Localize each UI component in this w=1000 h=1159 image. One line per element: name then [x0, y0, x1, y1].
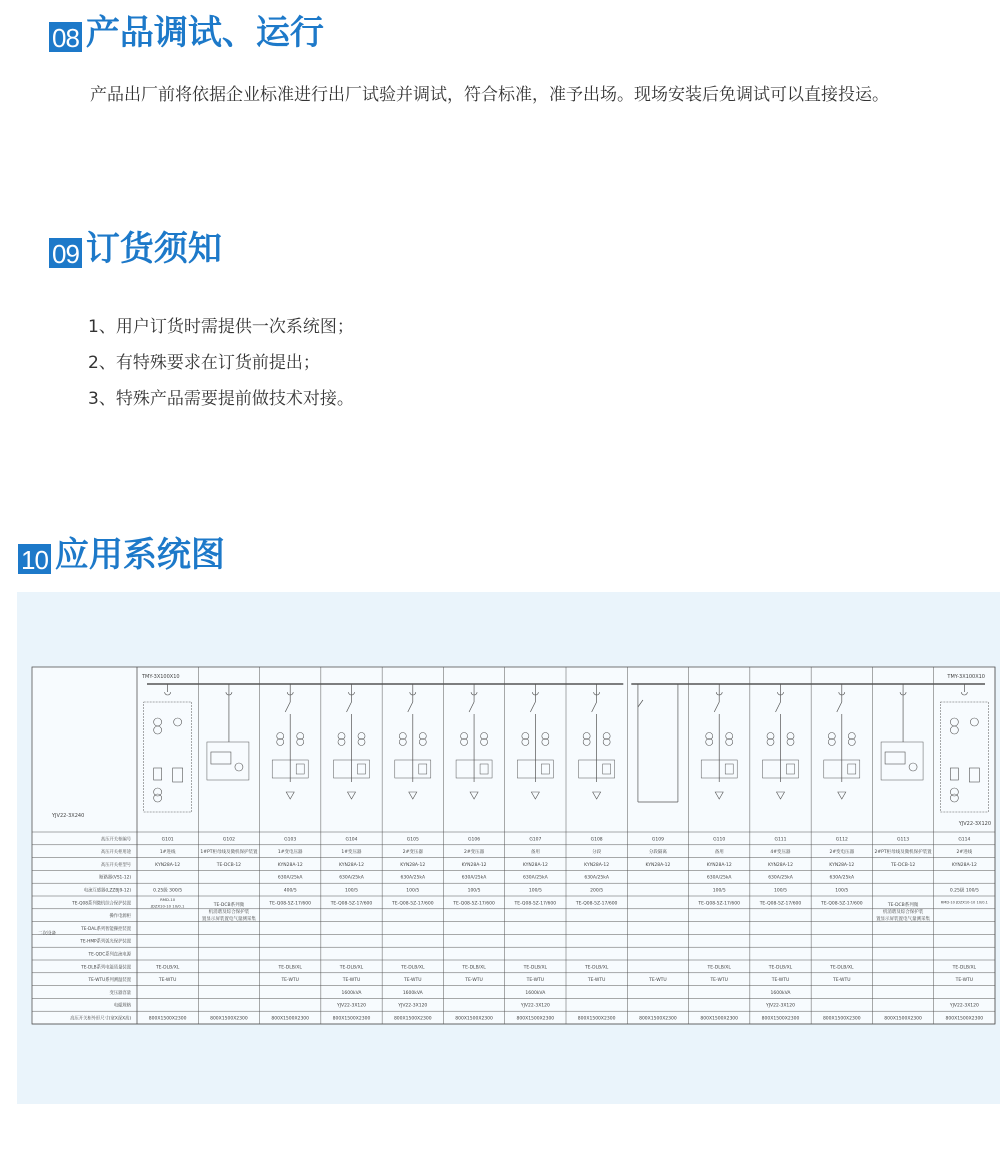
table-cell: TE-WTU	[465, 978, 483, 984]
table-cell: 800X1500X2300	[822, 1016, 861, 1022]
table-cell: 800X1500X2300	[761, 1016, 800, 1022]
table-cell: 800X1500X2300	[393, 1016, 432, 1022]
row-label: TE-HMP系列弧光保护装置	[80, 939, 131, 945]
busbar-label-left: TMY-3X100X10	[142, 674, 180, 680]
table-cell: 100/5	[774, 888, 787, 894]
row-label: 操作电源柜	[109, 914, 131, 920]
table-cell: 630A/25kA	[461, 875, 487, 881]
table-cell: TE-DCB-12	[216, 862, 242, 868]
table-cell: 备用	[530, 850, 540, 856]
table-cell: TE-DCB-12	[890, 862, 916, 868]
table-cell: 1600kVA	[525, 990, 546, 996]
table-cell: 630A/25kA	[706, 875, 732, 881]
small-note: RMD-10	[160, 897, 176, 903]
table-cell: 800X1500X2300	[700, 1016, 739, 1022]
dcb-note: 置显示屏装置电气量测采集	[201, 917, 256, 923]
incoming-cable-left: YJV22-3X240	[52, 813, 85, 819]
system-diagram-panel	[17, 592, 1000, 1104]
table-cell: 1#变电压器	[277, 850, 303, 856]
table-cell: G101	[161, 837, 174, 843]
table-cell: TE-DLB/XL	[155, 965, 180, 971]
table-cell: TE-WTU	[649, 978, 667, 984]
table-cell: 100/5	[528, 888, 542, 894]
table-cell: G107	[529, 837, 542, 843]
list-item: 2、有特殊要求在订货前提出；	[88, 353, 320, 373]
table-cell: 2#变压器	[402, 850, 423, 856]
section-number: 09	[49, 238, 82, 268]
table-cell: G114	[958, 837, 971, 843]
table-cell: TE-DLB/XL	[462, 965, 486, 971]
row-label: TE-QDC系列直流电源	[88, 952, 131, 958]
table-cell: TE-DLB/XL	[830, 965, 854, 971]
section-title: 产品调试、运行	[85, 13, 324, 53]
table-cell: KYN28A-12	[277, 862, 303, 868]
table-cell: 800X1500X2300	[945, 1016, 984, 1022]
table-cell: TE-WTU	[771, 978, 790, 984]
table-cell: 400/5	[283, 888, 297, 894]
table-cell: 800X1500X2300	[577, 1016, 616, 1022]
table-cell: G108	[590, 837, 603, 843]
table-cell: 0.25级 300/5	[153, 888, 183, 894]
table-cell: KYN28A-12	[155, 862, 181, 868]
table-cell: TE-Q08-5Z-17/600	[698, 901, 741, 907]
table-cell: 630A/25kA	[523, 875, 548, 881]
row-label: 变压器容量	[109, 990, 131, 996]
row-label: 电缆规格	[113, 1003, 131, 1009]
table-cell: 800X1500X2300	[148, 1016, 187, 1022]
row-label: TE-Q08系列微机综合保护装置	[72, 901, 131, 907]
table-cell: G104	[345, 837, 358, 843]
table-cell: TE-Q08-5Z-17/600	[820, 901, 863, 907]
table-cell: 800X1500X2300	[332, 1016, 371, 1022]
small-note: RMD-10 JDZX10-10 10/0.1	[940, 900, 988, 905]
table-cell: TE-WTU	[281, 978, 299, 984]
table-cell: YJV22-3X120	[765, 1003, 796, 1009]
dcb-note: 置显示屏装置电气量测采集	[876, 917, 931, 923]
table-cell: 630A/25kA	[829, 875, 855, 881]
table-cell: 备用	[714, 850, 724, 856]
table-cell: TE-Q08-5Z-17/600	[269, 901, 312, 907]
table-cell: 1#变压器	[341, 850, 362, 856]
table-cell: 1600kVA	[770, 990, 791, 996]
table-cell: KYN28A-12	[768, 862, 793, 868]
table-cell: G109	[651, 837, 664, 843]
table-cell: 2#变压器	[464, 850, 485, 856]
dcb-note: 机消谐及综合保护装	[208, 910, 250, 916]
row-label: 高压开关柜用途	[100, 850, 131, 856]
list-item: 1、用户订货时需提供一次系统图；	[88, 317, 354, 337]
table-cell: 800X1500X2300	[639, 1016, 677, 1022]
table-cell: 630A/25kA	[277, 875, 303, 881]
table-cell: TE-DLB/XL	[952, 965, 977, 971]
commissioning-paragraph: 产品出厂前将依据企业标准进行出厂试验并调试，符合标准，准予出场。现场安装后免调试可以直接投运。	[90, 85, 889, 105]
table-cell: 630A/25kA	[584, 875, 609, 881]
table-cell: TE-DLB/XL	[278, 965, 302, 971]
table-cell: G111	[774, 837, 787, 843]
table-cell: G106	[468, 837, 481, 843]
list-item: 3、特殊产品需要提前做技术对接。	[88, 389, 354, 409]
section-title: 订货须知	[85, 229, 222, 269]
table-cell: TE-Q08-5Z-17/600	[330, 901, 373, 907]
table-cell: YJV22-3X120	[336, 1003, 367, 1009]
table-cell: G110	[713, 837, 726, 843]
table-cell: 1600kVA	[402, 990, 423, 996]
row-label: 高压开关柜外形尺寸(宽X深X高)	[70, 1016, 131, 1022]
table-cell: TE-DLB/XL	[707, 965, 731, 971]
table-cell: 630A/25kA	[339, 875, 364, 881]
dcb-note: 机消谐及综合保护装	[882, 910, 924, 916]
section-number: 10	[18, 544, 51, 574]
section-08-heading	[49, 14, 324, 52]
table-cell: 2#PT柜母线及微机保护装置	[874, 850, 932, 856]
table-cell: KYN28A-12	[951, 862, 977, 868]
table-cell: TE-Q08-5Z-17/600	[759, 901, 802, 907]
table-cell: TE-WTU	[342, 978, 361, 984]
table-cell: 分段隔离	[648, 850, 667, 856]
table-cell: 100/5	[345, 888, 358, 894]
section-09-heading	[49, 230, 222, 268]
table-cell: TE-DLB/XL	[339, 965, 364, 971]
table-cell: G112	[835, 837, 848, 843]
table-cell: TE-Q08-5Z-17/600	[514, 901, 557, 907]
table-cell: TE-WTU	[404, 978, 422, 984]
table-cell: 200/5	[590, 888, 604, 894]
table-cell: 2#进线	[956, 850, 973, 856]
table-cell: 630A/25kA	[400, 875, 426, 881]
row-label: 电流互感器(LZZBJ9-12)	[83, 888, 131, 894]
table-cell: KYN28A-12	[706, 862, 732, 868]
table-cell: TE-WTU	[955, 978, 974, 984]
table-cell: 2#变电压器	[829, 850, 855, 856]
table-cell: KYN28A-12	[522, 862, 548, 868]
table-cell: TE-WTU	[158, 978, 177, 984]
dcb-note: TE-DCB系列微	[887, 903, 919, 909]
table-cell: 800X1500X2300	[516, 1016, 555, 1022]
section-number: 08	[49, 22, 82, 52]
ordering-list	[88, 309, 354, 417]
row-label: TE-DLB系列电能质量装置	[81, 965, 131, 971]
table-cell: KYN28A-12	[645, 862, 671, 868]
row-label: 高压开关柜编号	[100, 837, 131, 843]
table-cell: TE-DLB/XL	[768, 965, 793, 971]
table-cell: KYN28A-12	[829, 862, 855, 868]
table-cell: G102	[222, 837, 235, 843]
table-cell: 0.25级 100/5	[949, 888, 979, 894]
small-note: JDZX10-10 10/0.1	[150, 903, 185, 909]
table-cell: KYN28A-12	[400, 862, 426, 868]
table-cell: 分段	[592, 850, 602, 856]
table-cell: 100/5	[406, 888, 420, 894]
table-cell: TE-Q08-5Z-17/600	[575, 901, 618, 907]
table-cell: TE-DLB/XL	[401, 965, 425, 971]
busbar-label-right: TMY-3X100X10	[947, 674, 985, 680]
table-cell: 800X1500X2300	[210, 1016, 248, 1022]
row-label: TE-DAL系列智能操控装置	[81, 926, 131, 932]
table-cell: 1#PT柜母线及微机保护装置	[200, 850, 258, 856]
side-label: 二次设备	[38, 931, 56, 937]
table-cell: 630A/25kA	[768, 875, 793, 881]
table-cell: G113	[897, 837, 910, 843]
table-cell: 4#变压器	[770, 850, 791, 856]
table-cell: KYN28A-12	[584, 862, 610, 868]
table-cell: TE-WTU	[587, 978, 606, 984]
table-cell: TE-DLB/XL	[523, 965, 548, 971]
row-label: TE-WTU系列测温装置	[88, 978, 131, 984]
table-cell: 800X1500X2300	[271, 1016, 310, 1022]
table-cell: TE-WTU	[710, 978, 728, 984]
table-cell: 800X1500X2300	[455, 1016, 493, 1022]
row-label: 高压开关柜型号	[100, 862, 131, 868]
table-cell: TE-WTU	[526, 978, 545, 984]
table-cell: YJV22-3X120	[398, 1003, 428, 1009]
table-cell: 100/5	[467, 888, 481, 894]
table-cell: TE-DLB/XL	[584, 965, 609, 971]
section-title: 应用系统图	[54, 535, 225, 575]
table-cell: TE-WTU	[833, 978, 851, 984]
drawing-frame	[32, 667, 995, 1024]
table-cell: YJV22-3X120	[949, 1003, 979, 1009]
table-cell: G105	[406, 837, 419, 843]
table-cell: TE-Q08-5Z-17/600	[453, 901, 495, 907]
table-cell: 1#进线	[159, 850, 176, 856]
table-cell: 1600kVA	[341, 990, 362, 996]
system-diagram	[17, 592, 1000, 1104]
table-cell: G103	[284, 837, 297, 843]
table-cell: TE-Q08-5Z-17/600	[391, 901, 434, 907]
dcb-note: TE-DCB系列微	[213, 903, 245, 909]
table-cell: 100/5	[712, 888, 726, 894]
incoming-cable-right: YJV22-3X120	[958, 821, 991, 827]
table-cell: KYN28A-12	[339, 862, 364, 868]
table-cell: 100/5	[835, 888, 849, 894]
table-cell: KYN28A-12	[461, 862, 487, 868]
section-10-heading	[18, 536, 225, 574]
row-label: 断路器(VS1-12)	[99, 875, 131, 881]
table-cell: YJV22-3X120	[520, 1003, 550, 1009]
table-cell: 800X1500X2300	[884, 1016, 922, 1022]
